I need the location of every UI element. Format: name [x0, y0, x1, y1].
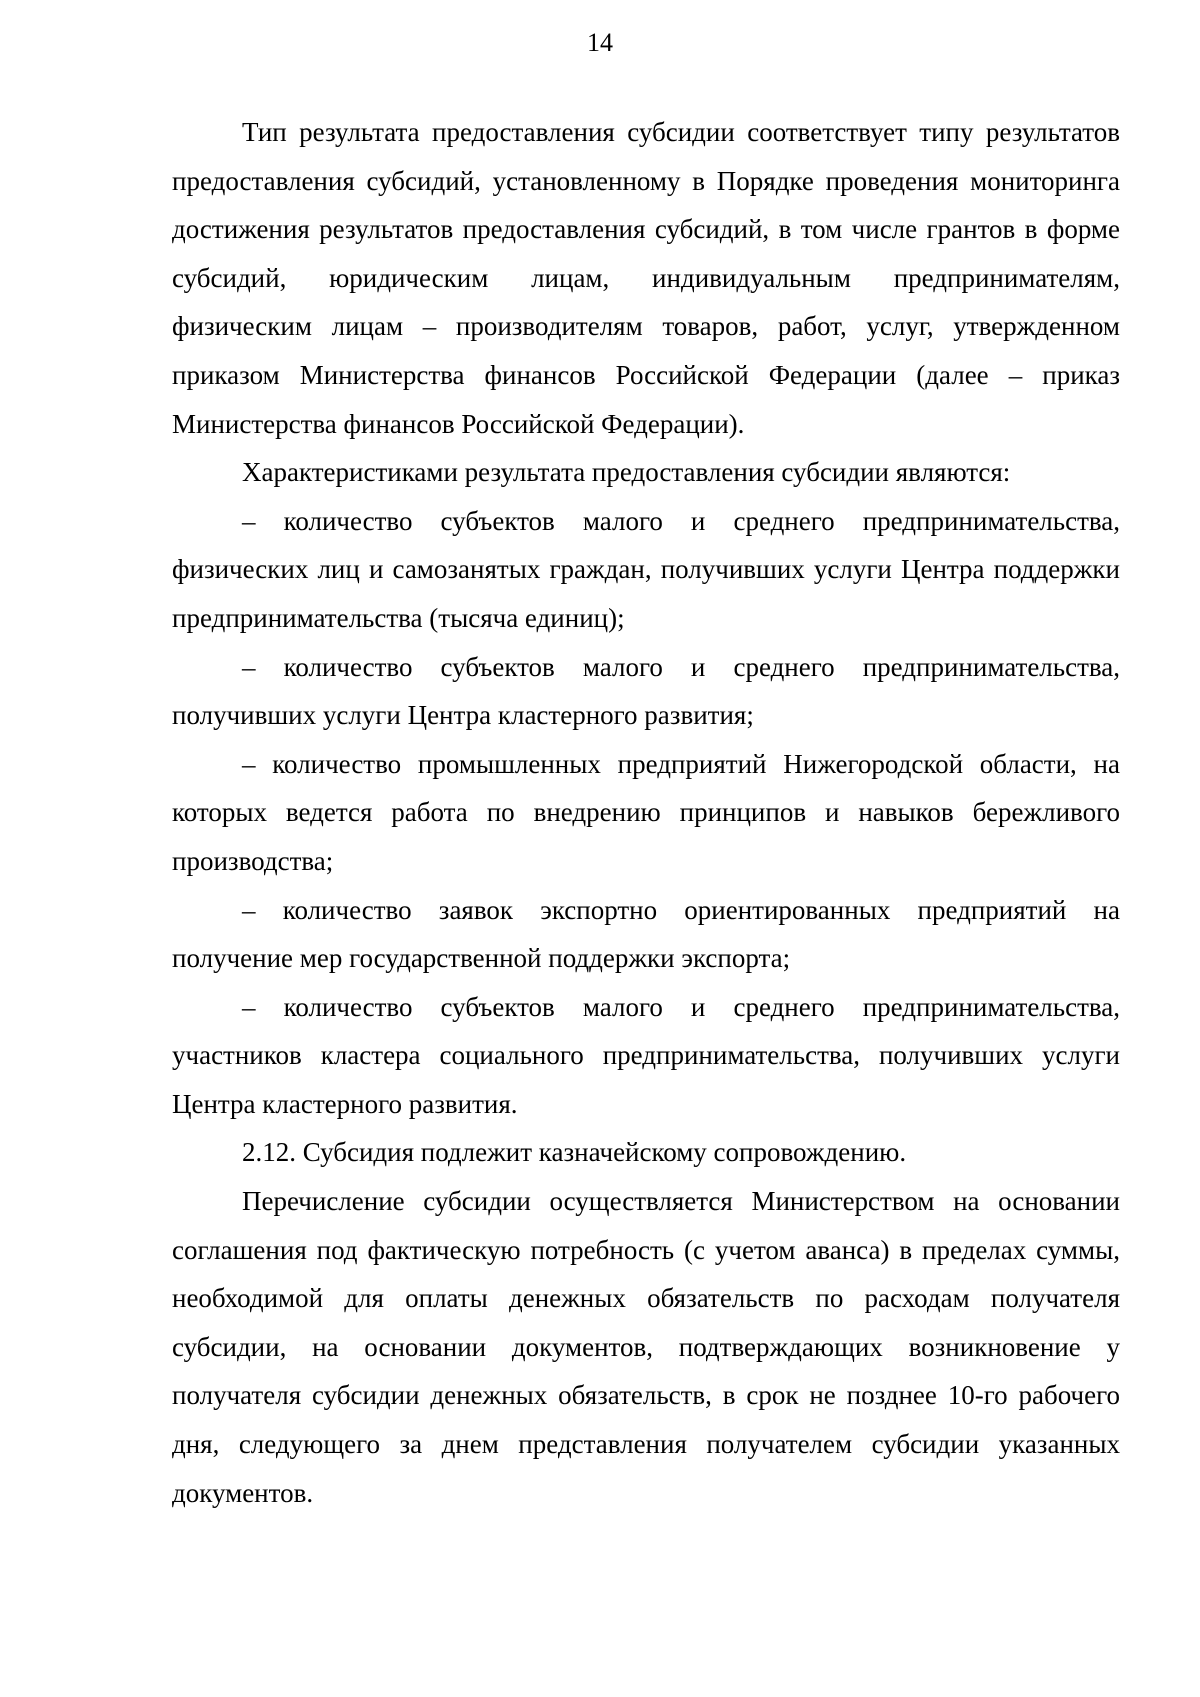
list-item-support-center: – количество субъектов малого и среднего предпринимательства, физических лиц и самозанятых граждан, получивших услуги Центра поддержки предпринимательства (тысяча единиц);	[172, 505, 1120, 633]
list-item-export-applications: – количество заявок экспортно ориентированных предприятий на получение мер государственной поддержки экспорта;	[172, 894, 1120, 974]
list-item-social-cluster: – количество субъектов малого и среднего предпринимательства, участников кластера социального предпринимательства, получивших услуги Центра кластерного развития.	[172, 991, 1120, 1119]
list-item-lean-production: – количество промышленных предприятий Нижегородской области, на которых ведется работа по внедрению принципов и навыков бережливого производства;	[172, 748, 1120, 876]
paragraph-section-2-12: 2.12. Субсидия подлежит казначейскому сопровождению.	[242, 1137, 907, 1168]
document-body	[172, 108, 1120, 1517]
list-item-cluster-center: – количество субъектов малого и среднего предпринимательства, получивших услуги Центра кластерного развития;	[172, 651, 1120, 731]
paragraph-characteristics-intro: Характеристиками результата предоставления субсидии являются:	[242, 457, 1011, 488]
paragraph-result-type: Тип результата предоставления субсидии соответствует типу результатов предоставления субсидий, установленному в Порядке проведения мониторинга достижения результатов предоставления субсидий, в том числе грантов в форме субсидий, юридическим лицам, индивидуальным предпринимателям, физическим лицам – производителям товаров, работ, услуг, утвержденном приказом Министерства финансов Российской Федерации (далее – приказ Министерства финансов Российской Федерации).	[172, 117, 1120, 439]
paragraph-transfer-terms: Перечисление субсидии осуществляется Министерством на основании соглашения под фактическую потребность (с учетом аванса) в пределах суммы, необходимой для оплаты денежных обязательств по расходам получателя субсидии, на основании документов, подтверждающих возникновение у получателя субсидии денежных обязательств, в срок не позднее 10-го рабочего дня, следующего за днем представления получателем субсидии указанных документов.	[172, 1186, 1120, 1508]
page-number: 14	[587, 28, 613, 57]
